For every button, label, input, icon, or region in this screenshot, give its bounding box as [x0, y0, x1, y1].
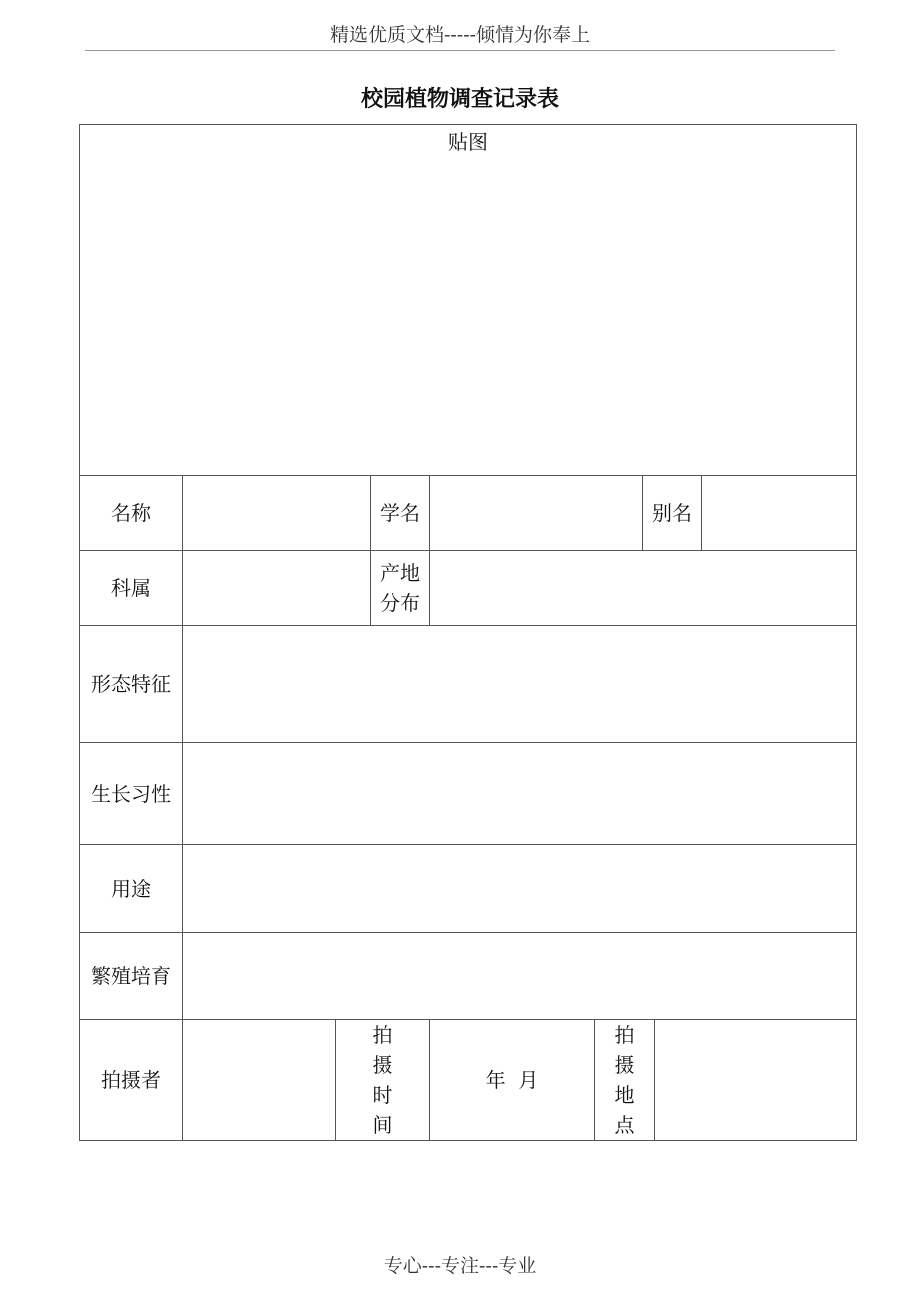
breeding-field[interactable] — [183, 933, 857, 1020]
alias-label: 别名 — [643, 476, 702, 551]
scientific-name-label: 学名 — [371, 476, 430, 551]
photo-place-label — [595, 1020, 655, 1141]
breeding-label: 繁殖培育 — [80, 933, 183, 1020]
usage-label: 用途 — [80, 845, 183, 933]
photo-time-char: 拍 — [372, 1023, 393, 1047]
photo-place-char: 摄 — [614, 1053, 635, 1077]
page-footer: 专心---专注---专业 — [383, 1255, 537, 1277]
photo-date-field[interactable] — [430, 1020, 595, 1141]
origin-label-line2: 分布 — [380, 591, 420, 615]
photo-place-field[interactable] — [655, 1020, 857, 1141]
family-genus-label: 科属 — [80, 551, 183, 626]
photo-date-text: 年 月 — [485, 1068, 539, 1092]
photo-place-char: 拍 — [614, 1023, 635, 1047]
origin-distribution-field[interactable] — [430, 551, 857, 626]
photographer-field[interactable] — [183, 1020, 336, 1141]
photo-place-char: 点 — [614, 1113, 635, 1137]
header-divider — [85, 50, 835, 51]
family-genus-field[interactable] — [183, 551, 371, 626]
page-header: 精选优质文档-----倾情为你奉上 — [329, 24, 591, 46]
photo-area[interactable] — [80, 125, 857, 476]
photographer-label: 拍摄者 — [80, 1020, 183, 1141]
usage-field[interactable] — [183, 845, 857, 933]
growth-habit-label: 生长习性 — [80, 743, 183, 845]
photo-time-char: 时 — [372, 1083, 393, 1107]
alias-field[interactable] — [702, 476, 857, 551]
name-field[interactable] — [183, 476, 371, 551]
morphology-label: 形态特征 — [80, 626, 183, 743]
morphology-field[interactable] — [183, 626, 857, 743]
plant-survey-table — [79, 124, 857, 1141]
photo-time-label — [336, 1020, 430, 1141]
origin-label-line1: 产地 — [380, 561, 420, 585]
origin-distribution-label — [371, 551, 430, 626]
photo-time-char: 间 — [372, 1113, 393, 1137]
photo-place-char: 地 — [614, 1083, 635, 1107]
photo-label: 贴图 — [448, 130, 489, 154]
page-title: 校园植物调查记录表 — [360, 87, 559, 112]
photo-time-char: 摄 — [372, 1053, 393, 1077]
name-label: 名称 — [80, 476, 183, 551]
growth-habit-field[interactable] — [183, 743, 857, 845]
scientific-name-field[interactable] — [430, 476, 643, 551]
